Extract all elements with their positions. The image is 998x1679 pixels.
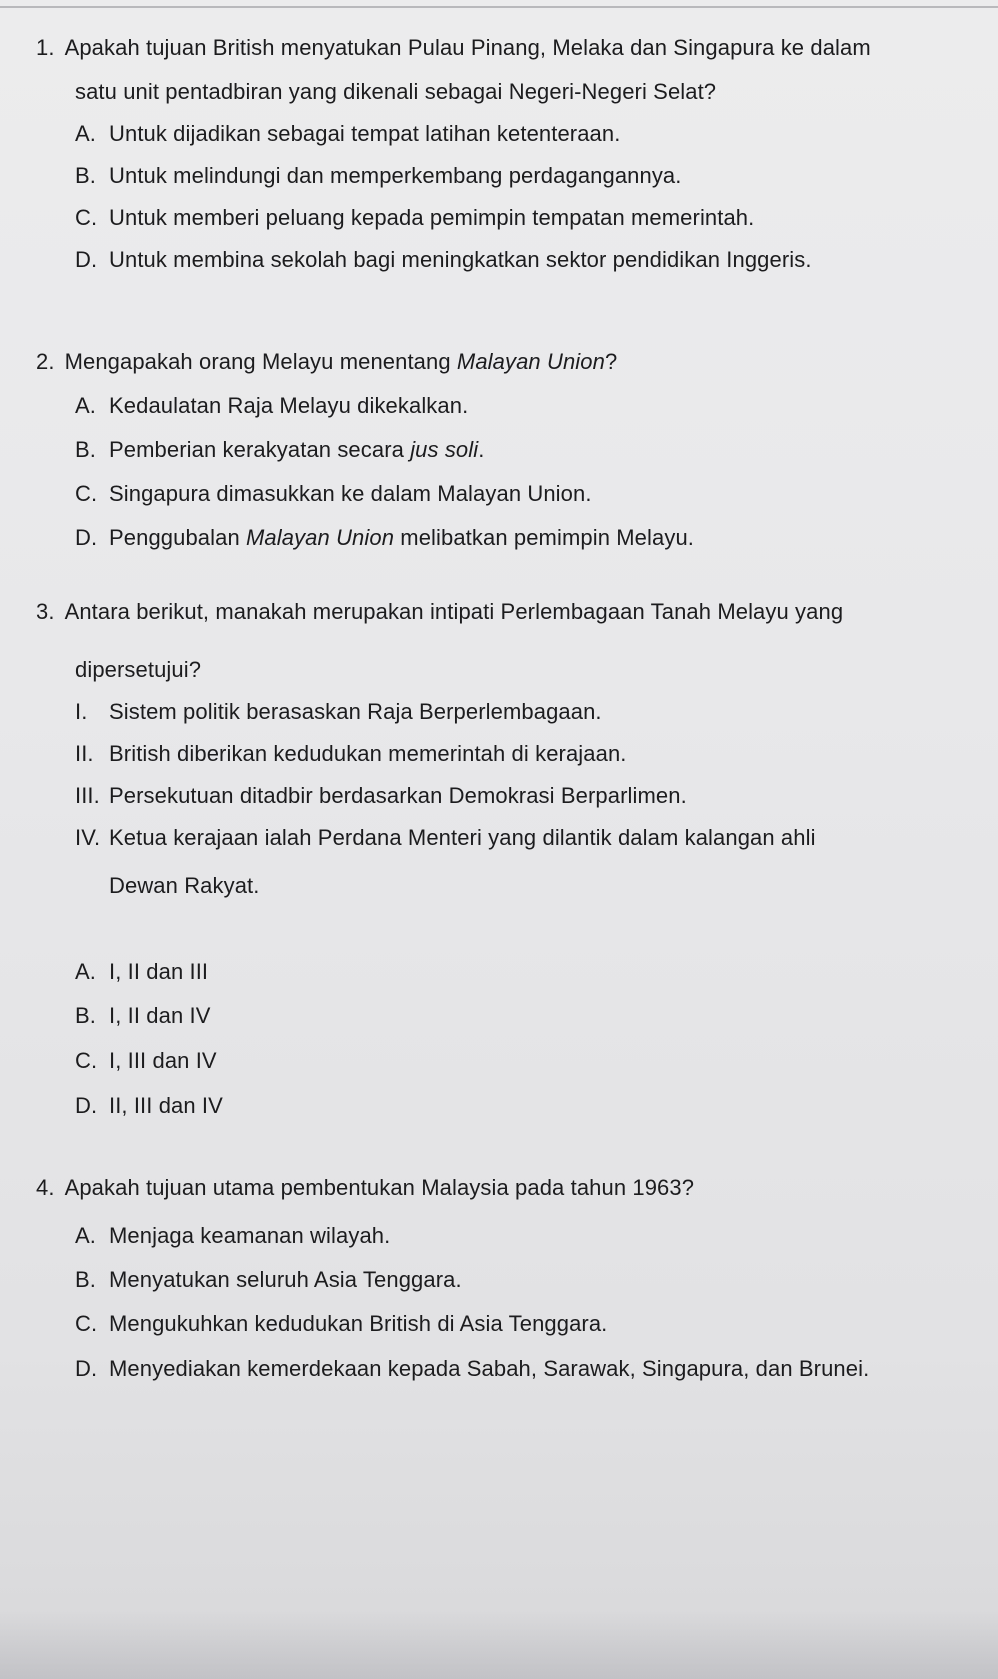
question-3-option-b: B. I, II dan IV [75, 1003, 211, 1028]
question-1-line-2: satu unit pentadbiran yang dikenali sebagai Negeri-Negeri Selat? [75, 79, 717, 104]
question-4-option-a: A. Menjaga keamanan wilayah. [75, 1223, 391, 1248]
question-4-line-1: 4. Apakah tujuan utama pembentukan Malaysia pada tahun 1963? [36, 1175, 695, 1200]
question-3-statement-iv-continuation: Dewan Rakyat. [109, 873, 260, 898]
question-2-line-1: 2. Mengapakah orang Melayu menentang Malayan Union? [36, 349, 618, 374]
question-3-number: 3. [36, 599, 55, 624]
question-1-line-1 [36, 34, 871, 62]
question-4-option-b: B. Menyatukan seluruh Asia Tenggara. [75, 1267, 462, 1292]
question-4-option-d: D. Menyediakan kemerdekaan kepada Sabah, Sarawak, Singapura, dan Brunei. [75, 1356, 870, 1381]
question-3-line-1: 3. Antara berikut, manakah merupakan intipati Perlembagaan Tanah Melayu yang [36, 599, 844, 624]
question-2-option-d: D. Penggubalan Malayan Union melibatkan pemimpin Melayu. [75, 525, 694, 550]
question-1-text: Apakah tujuan British menyatukan Pulau Pinang, Melaka dan Singapura ke dalam [64, 35, 871, 60]
question-4-number: 4. [36, 1175, 55, 1200]
question-2-number: 2. [36, 349, 55, 374]
question-3-line-2: dipersetujui? [75, 657, 202, 682]
question-2-option-a: A. Kedaulatan Raja Melayu dikekalkan. [75, 393, 469, 418]
question-1-option-d: D. Untuk membina sekolah bagi meningkatkan sektor pendidikan Inggeris. [75, 247, 812, 272]
question-1-option-c: C. Untuk memberi peluang kepada pemimpin tempatan memerintah. [75, 205, 755, 230]
question-3-statement-i: I. Sistem politik berasaskan Raja Berperlembagaan. [75, 699, 602, 724]
question-1-number: 1. [36, 35, 55, 60]
question-2-option-b: B. Pemberian kerakyatan secara jus soli. [75, 437, 485, 462]
question-3-option-d: D. II, III dan IV [75, 1093, 223, 1118]
question-4-option-c: C. Mengukuhkan kedudukan British di Asia Tenggara. [75, 1311, 608, 1336]
question-1-option-a: A. Untuk dijadikan sebagai tempat latihan ketenteraan. [75, 121, 621, 146]
question-3-option-a: A. I, II dan III [75, 959, 209, 984]
question-3-option-c: C. I, III dan IV [75, 1048, 217, 1073]
question-1-option-b: B. Untuk melindungi dan memperkembang perdagangannya. [75, 163, 682, 188]
question-3-statement-iii: III. Persekutuan ditadbir berdasarkan Demokrasi Berparlimen. [75, 783, 687, 808]
bottom-shadow [0, 1610, 998, 1679]
top-rule [0, 6, 998, 8]
question-2-option-c: C. Singapura dimasukkan ke dalam Malayan Union. [75, 481, 592, 506]
question-3-statement-ii: II. British diberikan kedudukan memerintah di kerajaan. [75, 741, 627, 766]
question-3-statement-iv: IV. Ketua kerajaan ialah Perdana Menteri yang dilantik dalam kalangan ahli [75, 825, 816, 850]
